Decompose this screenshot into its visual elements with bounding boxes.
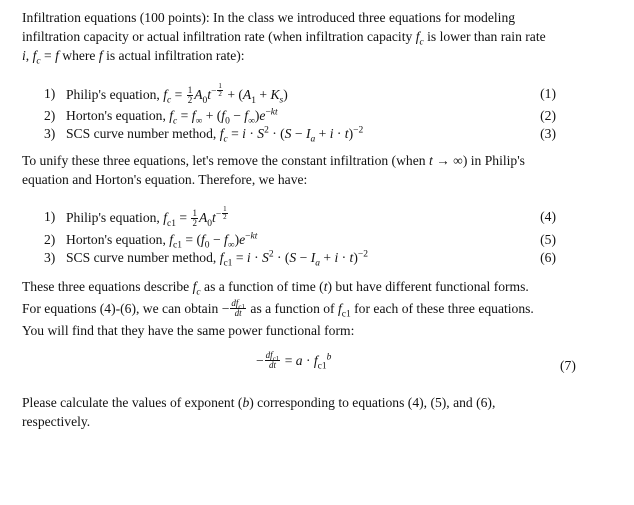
equation-name: SCS curve number method, — [66, 126, 217, 141]
equation-text: SCS curve number method, $f_{c1} = i \cdot S^2 \cdot (S - I_a + i \cdot t)^{-2}$ — [66, 249, 368, 269]
unify-text-1a: To unify these three equations, let's remove the constant infiltration (when — [22, 153, 426, 168]
equation-text: Horton's equation, $f_{c1} = (f_0 - f_\infty)e^{-kt}$ — [66, 231, 258, 251]
question-text-1b: ) corresponding to equations (4), (5), and (6), — [249, 395, 496, 410]
describe-line-2: For equations (4)-(6), we can obtain − $\frac{df_{c1}}{dt}$ as a function of $f_{c1}$ for each of these three equations. — [22, 298, 534, 320]
intro-text-3c: is actual infiltration rate): — [106, 48, 245, 63]
unify-line-1: To unify these three equations, let's remove the constant infiltration (when t → ∞) in Philip's — [22, 153, 525, 168]
equation-tag: (6) — [540, 250, 556, 265]
question-text-1a: Please calculate the values of exponent ( — [22, 395, 243, 410]
equation-4-row — [44, 207, 556, 227]
equation-name: Horton's equation, — [66, 232, 166, 247]
describe-text-2a: For equations (4)-(6), we can obtain — [22, 301, 219, 316]
intro-line-1 — [22, 8, 612, 27]
equation-5-row — [44, 230, 556, 250]
intro-line-3: i, $f_c = f$ where f is actual infiltration rate): — [22, 48, 245, 67]
equation-text: SCS curve number method, $f_c = i \cdot S^2 \cdot (S - I_a + i \cdot t)^{-2}$ — [66, 125, 364, 145]
intro-text-2a: infiltration capacity or actual infiltration rate (when infiltration capacity — [22, 29, 413, 44]
describe-line-3: You will find that they have the same power functional form: — [22, 323, 355, 338]
unify-line-2: equation and Horton's equation. Therefore, we have: — [22, 172, 308, 187]
equation-name: SCS curve number method, — [66, 250, 217, 265]
equation-number: 2) — [44, 108, 56, 123]
equation-number: 1) — [44, 86, 56, 101]
unify-text-1b: ) in Philip's — [462, 153, 525, 168]
intro-text-3a: , — [25, 48, 30, 63]
equation-tag: (2) — [540, 108, 556, 123]
equation-7-tag: (7) — [560, 358, 576, 373]
equation-number: 2) — [44, 232, 56, 247]
equation-2-row — [44, 106, 556, 126]
equation-name: Philip's equation, — [66, 87, 160, 103]
describe-paragraph — [22, 276, 612, 342]
describe-text-2b: as a function of — [250, 301, 335, 316]
equation-name: Philip's equation, — [66, 210, 160, 226]
problem-title: Infiltration equations (100 points): — [22, 10, 210, 25]
equation-tag: (5) — [540, 232, 556, 247]
question-line-1: Please calculate the values of exponent (b) corresponding to equations (4), (5), and (6), — [22, 395, 496, 410]
equation-text: Philip's equation, $f_{c1}$ = $\frac{1}{2}$ $A_0t^{- \frac{1}{2}}$ — [66, 205, 227, 229]
equation-tag: (3) — [540, 126, 556, 141]
equation-text: Horton's equation, $f_c = f_\infty + (f_0 - f_\infty)e^{-kt}$ — [66, 107, 278, 127]
equation-7: − $\frac{df_{c1}}{dt}$ = $a \cdot f_{c1}^b$ — [256, 350, 332, 372]
question-line-2: respectively. — [22, 414, 91, 429]
intro-line-2: infiltration capacity or actual infiltration rate (when infiltration capacity $f_c$ is lower than rain rate — [22, 29, 546, 48]
equation-number: 1) — [44, 209, 56, 224]
describe-text-2c: for each of these three equations. — [354, 301, 534, 316]
equation-tag: (1) — [540, 86, 556, 101]
equation-3-row — [44, 124, 556, 144]
describe-text-1b: as a function of time ( — [204, 279, 324, 294]
equation-1-row — [44, 84, 556, 104]
equation-number: 3) — [44, 250, 56, 265]
describe-line-1: These three equations describe $f_c$ as a function of time (t) but have different functional forms. — [22, 279, 529, 298]
question-paragraph — [22, 393, 612, 431]
intro-text-3b: where — [62, 48, 96, 63]
intro-text-2b: is lower than rain rate — [427, 29, 546, 44]
equation-number: 3) — [44, 126, 56, 141]
intro-text-1: In the class we introduced three equations for modeling — [213, 10, 516, 25]
equation-name: Horton's equation, — [66, 108, 166, 123]
describe-text-1c: ) but have different functional forms. — [327, 279, 529, 294]
describe-text-1a: These three equations describe — [22, 279, 190, 294]
unify-paragraph — [22, 151, 612, 189]
equation-tag: (4) — [540, 209, 556, 224]
equation-text: Philip's equation, $f_c$ = $\frac{1}{2}$ $A_0t^{- \frac{1}{2}}$ + $(A_1 + K_s)$ — [66, 82, 288, 106]
equation-6-row — [44, 248, 556, 268]
intro-paragraph — [22, 8, 612, 65]
